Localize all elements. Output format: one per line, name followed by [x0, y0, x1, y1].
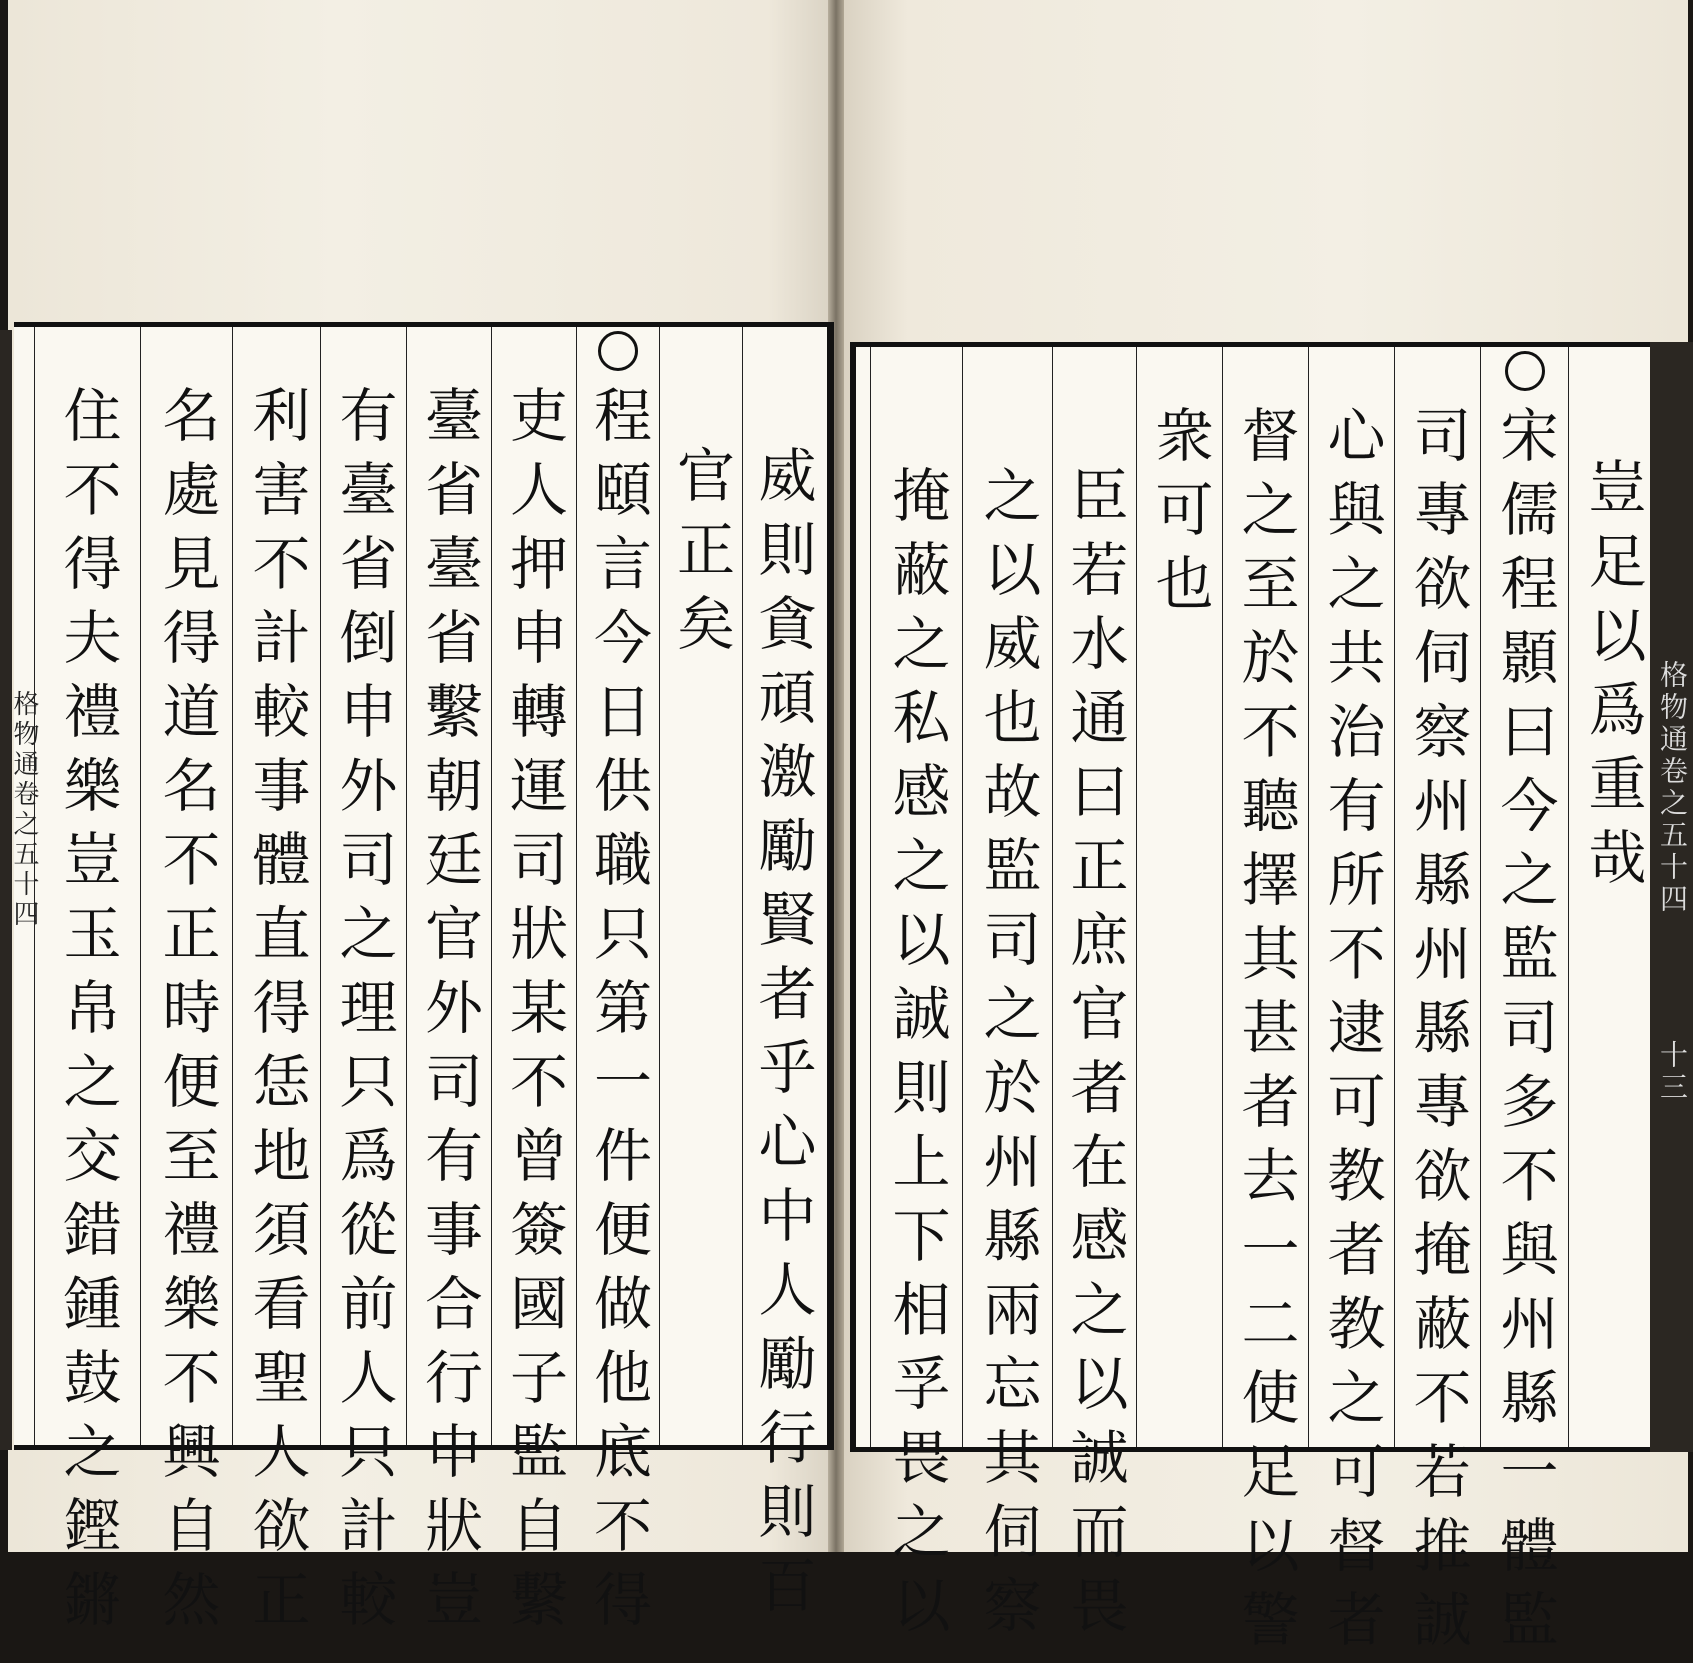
right-margin-number: 十三	[1656, 1040, 1689, 1104]
right-column-9	[870, 347, 962, 1649]
column-text-wrap	[1490, 351, 1559, 1663]
column-text: 豈足以爲重哉	[1578, 457, 1647, 901]
right-column-5	[1222, 347, 1308, 1663]
section-marker-circle	[1505, 351, 1545, 391]
column-text: 衆可也	[1145, 405, 1214, 627]
column-text: 督之至於不聽擇其甚者去一二使足以警	[1231, 405, 1300, 1663]
column-text: 威則貪頑激勵賢者乎心中人勵行則百	[748, 445, 817, 1629]
left-column-1	[742, 327, 822, 1629]
column-text: 住不得夫禮樂豈玉帛之交錯鍾鼓之鏗鏘	[53, 385, 122, 1643]
left-column-8	[140, 327, 232, 1643]
right-column-2	[1480, 347, 1568, 1663]
column-text-wrap	[584, 331, 652, 1643]
left-text-frame	[14, 322, 834, 1643]
right-text-frame	[850, 342, 1650, 1663]
left-column-3	[576, 327, 659, 1643]
column-text: 官正矣	[667, 445, 735, 667]
right-column-4	[1308, 347, 1394, 1663]
column-text: 有臺省倒申外司之理只爲從前人只計較	[329, 385, 398, 1643]
left-column-7	[232, 327, 320, 1643]
left-column-9	[34, 327, 140, 1643]
section-marker-circle	[598, 331, 638, 371]
column-text: 程頤言今日供職只第一件便做他底不得	[584, 385, 652, 1643]
right-margin-label: 格物通卷之五十四	[1656, 660, 1689, 916]
right-column-7	[1052, 347, 1136, 1649]
right-column-3	[1394, 347, 1480, 1663]
right-column-1	[1568, 347, 1656, 1447]
right-column-6	[1136, 347, 1222, 1447]
left-column-5	[406, 327, 491, 1643]
left-margin-label: 格物通卷之五十四	[9, 690, 39, 930]
column-text: 名處見得道名不正時便至禮樂不興自然	[152, 385, 221, 1643]
right-column-8	[962, 347, 1052, 1649]
left-column-6	[320, 327, 406, 1643]
column-text: 司專欲伺察州縣州縣專欲掩蔽不若推誠	[1403, 405, 1472, 1663]
column-text: 之以威也故監司之於州縣兩忘其伺察	[973, 465, 1042, 1649]
column-text: 宋儒程顥曰今之監司多不與州縣一體監	[1490, 405, 1559, 1663]
column-text: 吏人押申轉運司狀某不曾簽國子監自繫	[500, 385, 568, 1643]
left-column-4	[491, 327, 576, 1643]
column-text: 臣若水通曰正庶官者在感之以誠而畏	[1060, 465, 1129, 1649]
column-text: 掩蔽之私感之以誠則上下相孚畏之以	[882, 465, 951, 1649]
column-text: 心與之共治有所不逮可教者教之可督者	[1317, 405, 1386, 1663]
left-column-2	[659, 327, 742, 1445]
column-text: 臺省臺省繫朝廷官外司有事合行申狀豈	[415, 385, 483, 1643]
column-text: 利害不計較事體直得恁地須看聖人欲正	[242, 385, 311, 1643]
